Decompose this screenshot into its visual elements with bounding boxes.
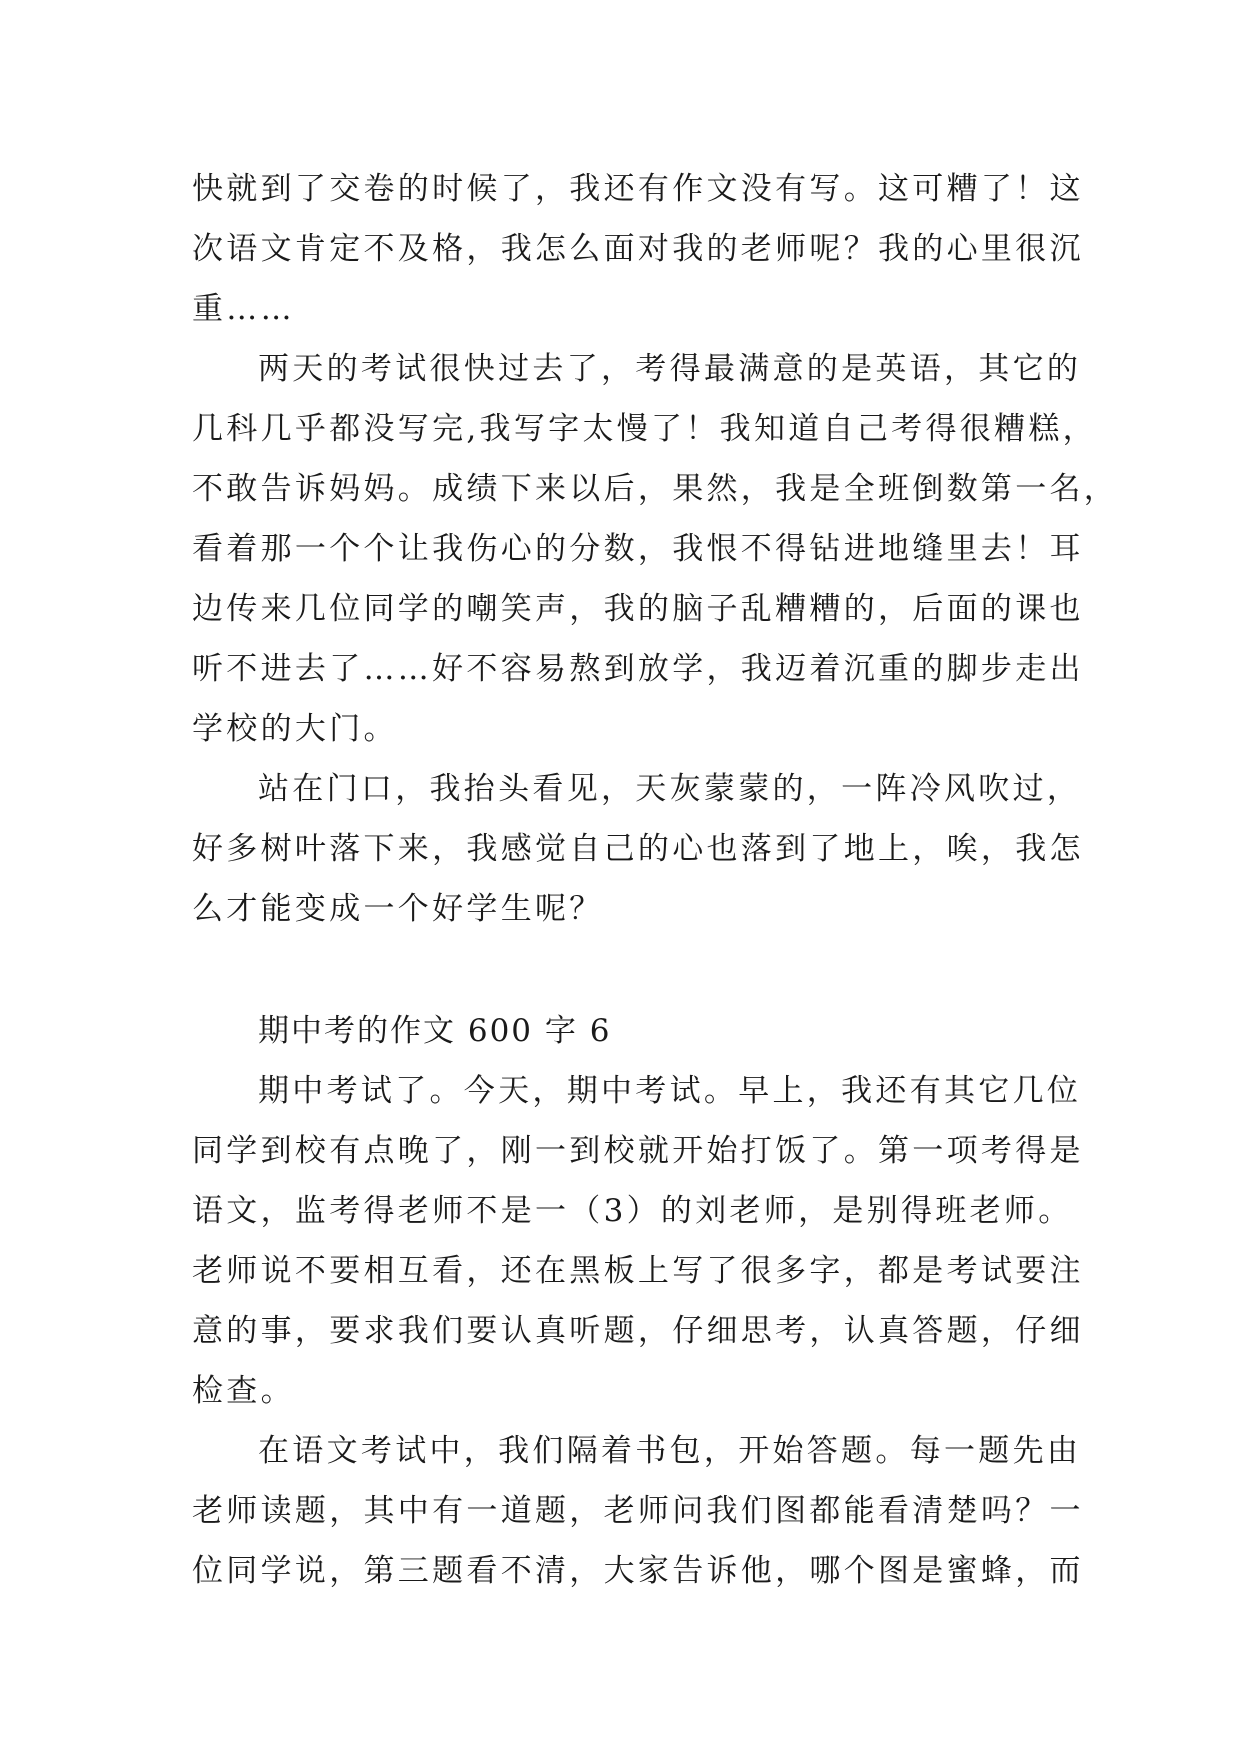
- paragraph-2-line-1: 两天的考试很快过去了，考得最满意的是英语，其它的: [258, 351, 1082, 387]
- paragraph-3-line-2: 好多树叶落下来，我感觉自己的心也落到了地上，唉，我怎: [192, 831, 1084, 867]
- section-paragraph-1-line-3: 语文，监考得老师不是一（3）的刘老师，是别得班老师。: [192, 1193, 1073, 1229]
- paragraph-2-line-3: 不敢告诉妈妈。成绩下来以后，果然，我是全班倒数第一名，: [192, 471, 1119, 507]
- paragraph-2-line-4: 看着那一个个让我伤心的分数，我恨不得钻进地缝里去！耳: [192, 531, 1084, 567]
- section-paragraph-1-line-2: 同学到校有点晚了，刚一到校就开始打饭了。第一项考得是: [192, 1133, 1084, 1169]
- paragraph-2-line-7: 学校的大门。: [192, 711, 398, 747]
- paragraph-2-line-2: 几科几乎都没写完,我写字太慢了！我知道自己考得很糟糕，: [192, 411, 1097, 447]
- section-paragraph-1-line-6: 检查。: [192, 1373, 295, 1409]
- section-paragraph-1-line-4: 老师说不要相互看，还在黑板上写了很多字，都是考试要注: [192, 1253, 1084, 1289]
- paragraph-2-line-6: 听不进去了……好不容易熬到放学，我迈着沉重的脚步走出: [192, 651, 1084, 687]
- section-heading: 期中考的作文 600 字 6: [258, 1013, 612, 1049]
- paragraph-1-line-3: 重……: [192, 291, 295, 327]
- section-paragraph-2-line-2: 老师读题，其中有一道题，老师问我们图都能看清楚吗？一: [192, 1493, 1084, 1529]
- paragraph-1-line-1: 快就到了交卷的时候了，我还有作文没有写。这可糟了！这: [192, 171, 1084, 207]
- section-paragraph-1-line-5: 意的事，要求我们要认真听题，仔细思考，认真答题，仔细: [192, 1313, 1084, 1349]
- paragraph-2-line-5: 边传来几位同学的嘲笑声，我的脑子乱糟糟的，后面的课也: [192, 591, 1084, 627]
- paragraph-1-line-2: 次语文肯定不及格，我怎么面对我的老师呢？我的心里很沉: [192, 231, 1084, 267]
- section-paragraph-2-line-3: 位同学说，第三题看不清，大家告诉他，哪个图是蜜蜂，而: [192, 1553, 1084, 1589]
- section-paragraph-1-line-1: 期中考试了。今天，期中考试。早上，我还有其它几位: [258, 1073, 1082, 1109]
- paragraph-3-line-3: 么才能变成一个好学生呢？: [192, 891, 604, 927]
- paragraph-3-line-1: 站在门口，我抬头看见，天灰蒙蒙的，一阵冷风吹过，: [258, 771, 1082, 807]
- section-paragraph-2-line-1: 在语文考试中，我们隔着书包，开始答题。每一题先由: [258, 1433, 1082, 1469]
